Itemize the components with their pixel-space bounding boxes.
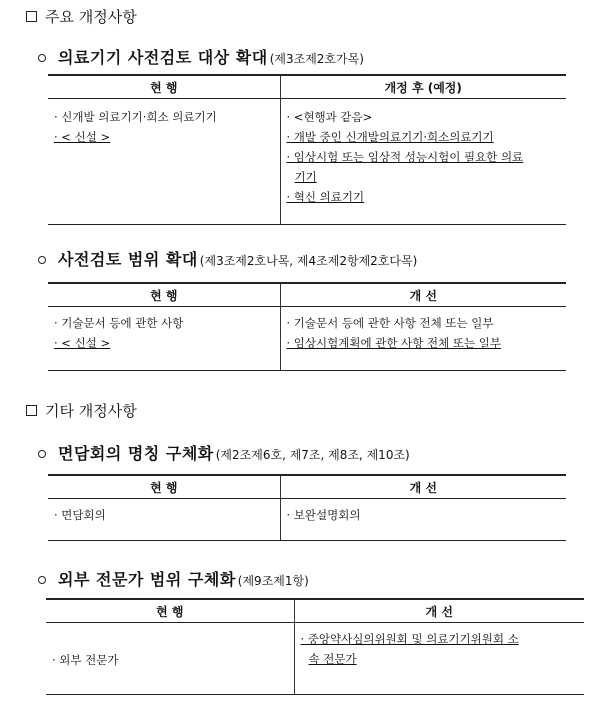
cell-line-new: · < 신설 > (54, 336, 111, 350)
checkbox-icon (26, 405, 37, 416)
checkbox-icon (26, 11, 37, 22)
subheading-title: 의료기기 사전검토 대상 확대 (58, 48, 268, 67)
cell-revised (294, 623, 584, 695)
header-current: 현 행 (48, 283, 280, 307)
cell-line: · 혁신 의료기기 (286, 190, 365, 204)
cell-line: · 기술문서 등에 관한 사항 (54, 316, 184, 330)
header-current: 현 행 (48, 475, 280, 499)
section-heading-other (26, 400, 137, 421)
header-current: 현 행 (46, 599, 294, 623)
section-heading-main (26, 6, 137, 27)
cell-line: · 외부 전문가 (52, 652, 119, 667)
cell-line: 속 전문가 (308, 652, 357, 666)
section-title: 주요 개정사항 (45, 8, 137, 26)
cell-line: · 면담회의 (54, 508, 106, 522)
cell-line: · 임상시험 또는 임상적 성능시험이 필요한 의료 (286, 150, 524, 164)
cell-current (48, 307, 280, 371)
header-revised: 개정 후 (예정) (280, 75, 566, 99)
cell-current (48, 499, 280, 541)
subheading-title: 사전검토 범위 확대 (58, 250, 198, 269)
cell-revised (280, 307, 566, 371)
subheading-meeting-name (38, 441, 410, 464)
subheading-reference: (제2조제6호, 제7조, 제8조, 제10조) (215, 448, 410, 462)
cell-line-text: · 기술문서 등에 관한 사항 전체 또는 일부 (286, 316, 494, 330)
cell-line: · 보완설명회의 (286, 508, 361, 522)
header-revised: 개 선 (280, 283, 566, 307)
comparison-table-review-scope (48, 282, 566, 371)
subheading-title: 외부 전문가 범위 구체화 (58, 570, 236, 589)
subheading-review-target (38, 45, 364, 68)
cell-current (46, 623, 294, 695)
cell-revised (280, 499, 566, 541)
cell-line-new: · < 신설 > (54, 130, 111, 144)
circle-bullet-icon (38, 256, 46, 264)
cell-line: · 임상시험계획에 관한 사항 전체 또는 일부 (286, 336, 501, 350)
section-title: 기타 개정사항 (45, 402, 137, 420)
subheading-reference: (제3조제2호가목) (269, 52, 364, 66)
cell-line: · <현행과 같음> (286, 110, 373, 124)
circle-bullet-icon (38, 450, 46, 458)
subheading-reference: (제3조제2호나목, 제4조제2항제2호다목) (199, 254, 418, 268)
comparison-table-meeting-name (48, 474, 566, 541)
circle-bullet-icon (38, 54, 46, 62)
cell-line: 기기 (294, 170, 317, 184)
subheading-review-scope (38, 247, 417, 270)
cell-line: · 신개발 의료기기·희소 의료기기 (54, 110, 217, 124)
header-revised: 개 선 (280, 475, 566, 499)
subheading-reference: (제9조제1항) (237, 574, 309, 588)
comparison-table-review-target (48, 74, 566, 225)
cell-revised (280, 99, 566, 225)
subheading-expert-scope (38, 567, 309, 590)
circle-bullet-icon (38, 576, 46, 584)
cell-line (287, 313, 561, 333)
cell-line: · 개발 중인 신개발의료기기·희소의료기기 (286, 130, 494, 144)
header-current: 현 행 (48, 75, 280, 99)
comparison-table-expert-scope (46, 598, 584, 695)
cell-current (48, 99, 280, 225)
subheading-title: 면담회의 명칭 구체화 (58, 444, 214, 463)
header-revised: 개 선 (294, 599, 584, 623)
cell-line: · 중앙약사심의위원회 및 의료기기위원회 소 (300, 632, 519, 646)
